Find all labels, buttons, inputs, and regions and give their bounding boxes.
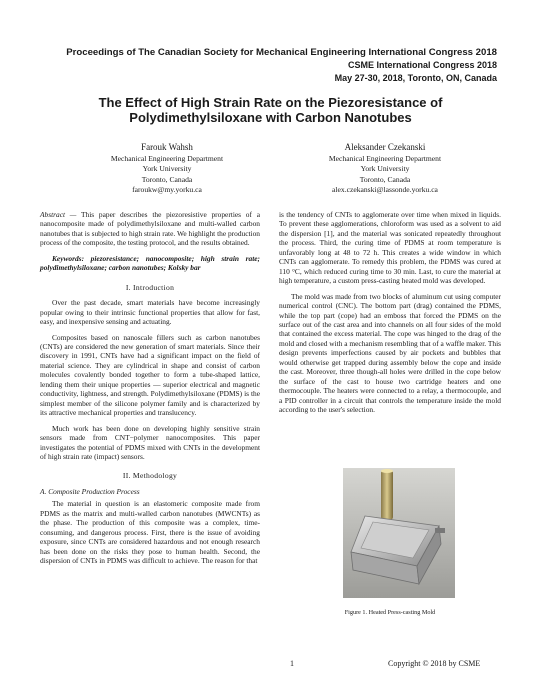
intro-paragraph-2: Composites based on nanoscale fillers such as carbon nanotubes (CNTs) are considered the new generation of smart materials. Since their discovery in 1991, CNTs have had a significant impact on the field of material science. They are cylindrical in shape and consist of carbon molecules covalently bonded together to form a tube-shaped lattice, lending them their unique properties — superior electrical and magnetic conductivity, lightness, and strength. Polydimethylsiloxane (PDMS) is the simplest member of the silicone polymer family and is characterized by its attractive mechanical properties and translucency. <box>40 332 260 418</box>
author-name: Aleksander Czekanski <box>344 142 426 152</box>
author-university: York University <box>360 164 410 174</box>
author-block-1 <box>52 142 282 195</box>
mold-photo <box>343 468 455 598</box>
abstract <box>40 210 260 248</box>
author-location: Toronto, Canada <box>359 174 411 184</box>
author-block-2 <box>270 142 500 195</box>
author-department: Mechanical Engineering Department <box>328 154 442 164</box>
method-paragraph-2: is the tendency of CNTs to agglomerate over time when mixed in liquids. To prevent these agglomerations, chloroform was used as a solvent to aid the dispersion [1], and the material was sonicated repeatedly throughout the process. Third, the curing time of PDMS at room temperature is unfavorably long at 48 to 72 h. This creates a wide window in which CNTs can agglomerate. To remedy this problem, the PDMS was cured at 110 °C, which reduced curing time to 30 min. Last, to cure the material at high temperature, a custom press-casting heated mold was developed. <box>279 210 501 286</box>
paper-title-line-2: Polydimethylsiloxane with Carbon Nanotubes <box>129 110 412 125</box>
intro-paragraph-1: Over the past decade, smart materials have become increasingly popular owing to their intrinsic functional properties that allow for fast, easy, and inexpensive sensing and actuating. <box>40 298 260 327</box>
page-number: 1 <box>290 659 294 668</box>
mold-photo-illustration <box>343 468 455 598</box>
copyright-notice: Copyright © 2018 by CSME <box>388 659 481 668</box>
method-paragraph-3: The mold was made from two blocks of aluminum cut using computer numerical control (CNC). The bottom part (drag) contained the PDMS, while the top part (cope) had an emboss that forced the PDMS on the surface out of the cast area and into channels on all four sides of the mold that contained the excess material. The cope was hinged to the drag of the mold and closed with a mechanism resembling that of a waffle maker. This design prevents imperfections caused by air pockets and bubbles that would otherwise get trapped during assembly below the cope and inside the cast. Moreover, three though-all holes were drilled in the cope below the surface of the cast to house two cartridge heaters and one thermocouple. The heaters were connected to a relay, a thermocouple, and a PID controller in a circuit that controls the temperature inside the mold according to the user's selection. <box>279 291 502 415</box>
figure-caption: Figure 1. Heated Press-casting Mold <box>344 609 436 616</box>
left-column <box>40 210 260 566</box>
section-heading-methodology: II. Methodology <box>122 471 178 481</box>
author-email[interactable]: alex.czekanski@lassonde.yorku.ca <box>332 184 438 194</box>
date-location-line: May 27-30, 2018, Toronto, ON, Canada <box>334 73 497 83</box>
proceedings-line: Proceedings of The Canadian Society for Mechanical Engineering International Congress 2018 <box>66 47 497 58</box>
subsection-heading: A. Composite Production Process <box>40 486 140 496</box>
keywords: Keywords: piezoresistance; nanocomposite; high strain rate; polydimethylsiloxane; carbon nanotubes; Kolsky bar <box>40 253 260 273</box>
author-university: York University <box>142 164 192 174</box>
section-heading-introduction: I. Introduction <box>125 282 175 292</box>
paper-title-line-1: The Effect of High Strain Rate on the Piezoresistance of <box>98 95 443 110</box>
right-column <box>279 210 501 415</box>
author-name: Farouk Wahsh <box>141 142 193 152</box>
intro-paragraph-3: Much work has been done on developing highly sensitive strain sensors made from CNT−polymer nanocomposites. This paper investigates the potential of PDMS mixed with CNTs in the development of high strain rate (impact) sensors. <box>40 423 260 461</box>
author-email[interactable]: faroukw@my.yorku.ca <box>132 184 202 194</box>
congress-line: CSME International Congress 2018 <box>347 60 497 70</box>
abstract-label: Abstract — <box>40 210 77 219</box>
method-paragraph-1: The material in question is an elastomeric composite made from PDMS as the matrix and multi-walled carbon nanotubes (MWCNTs) as the phase. The production of this composite was a complex, time-consuming, and dangerous process. First, there is the issue of avoiding exposure, since CNTs are considered hazardous and not enough research has been done on the risks they pose to human health. Second, the dispersion of CNTs in PDMS was difficult to achieve. The reason for that <box>40 499 260 566</box>
author-department: Mechanical Engineering Department <box>110 154 224 164</box>
abstract-text: This paper describes the piezoresistive properties of a nanocomposite made of polydimethylsiloxane and multi-walled carbon nanotubes that is subjected to high strain rate. We highlight the production process of the composite, the testing protocol, and the results obtained. <box>40 210 260 248</box>
author-location: Toronto, Canada <box>141 174 193 184</box>
